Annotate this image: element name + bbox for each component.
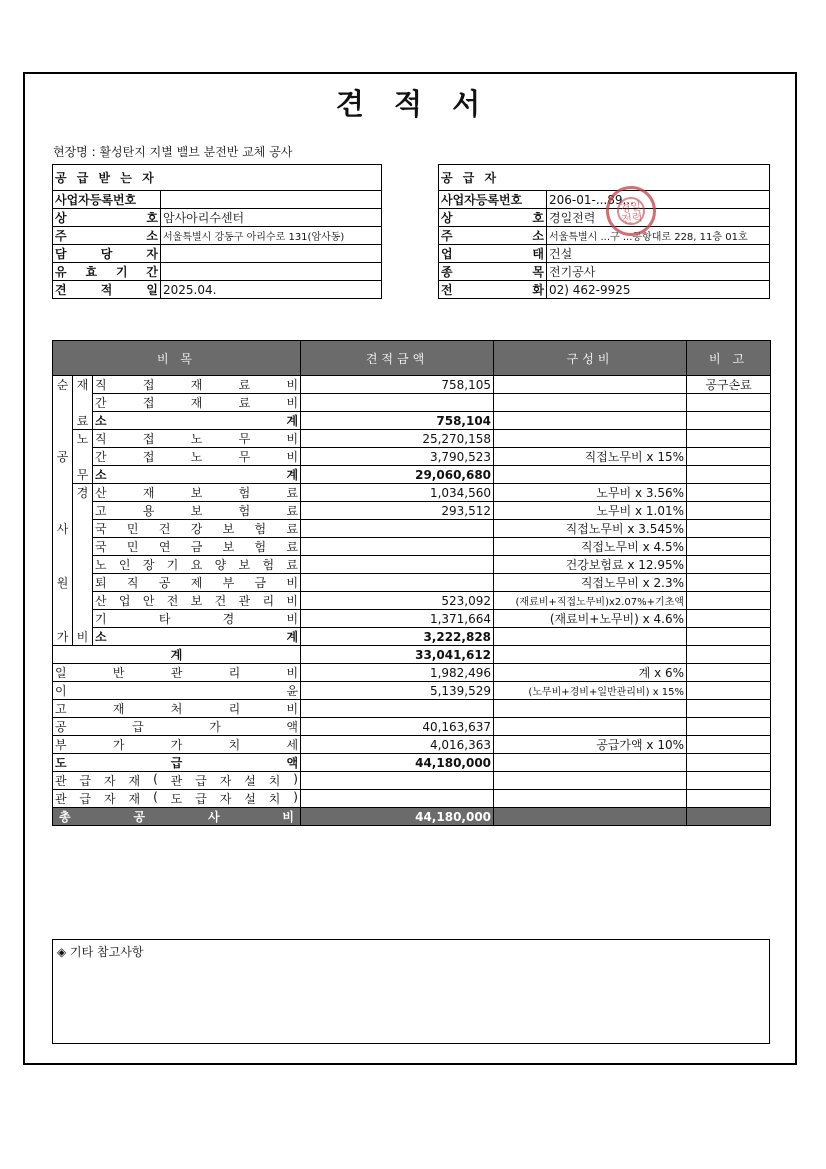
item-ratio: 노무비 x 1.01% [494, 502, 687, 520]
supplier-row [439, 281, 770, 299]
supplier-row [439, 245, 770, 263]
notes-label: ◈ 기타 참고사항 [57, 945, 144, 959]
document-title: 견 적 서 [335, 87, 491, 121]
item-amount: 758,105 [301, 376, 494, 394]
item-ratio: 계 x 6% [494, 664, 687, 682]
item-ratio [494, 754, 687, 772]
supplier-label: 상 호 [439, 209, 547, 227]
group-label: 순 [53, 376, 73, 394]
sum-label: 계 [53, 646, 301, 664]
item-note [687, 718, 771, 736]
item-note [687, 628, 771, 646]
receiver-value [161, 245, 382, 263]
supplier-row [439, 263, 770, 281]
receiver-value: 2025.04. [161, 281, 382, 299]
table-row [53, 520, 771, 538]
item-note [687, 736, 771, 754]
receiver-table [52, 164, 382, 299]
receiver-row [53, 245, 382, 263]
item-amount [301, 394, 494, 412]
subgroup-label [73, 502, 93, 520]
item-name: 소 계 [93, 412, 301, 430]
group-label [53, 394, 73, 412]
table-row [53, 502, 771, 520]
item-amount [301, 556, 494, 574]
item-amount [301, 700, 494, 718]
item-name: 고 용 보 험 료 [93, 502, 301, 520]
receiver-row [53, 263, 382, 281]
item-ratio [494, 790, 687, 808]
group-label [53, 538, 73, 556]
item-name: 소 계 [93, 466, 301, 484]
item-name: 부 가 가 치 세 [53, 736, 301, 754]
notes-box [52, 939, 770, 1044]
item-amount: 40,163,637 [301, 718, 494, 736]
item-ratio [494, 628, 687, 646]
item-amount: 523,092 [301, 592, 494, 610]
item-note [687, 466, 771, 484]
receiver-value [161, 263, 382, 281]
table-row [53, 736, 771, 754]
item-name: 산 재 보 험 료 [93, 484, 301, 502]
group-label: 공 [53, 448, 73, 466]
item-note [687, 754, 771, 772]
item-note [687, 664, 771, 682]
total-row [53, 808, 771, 826]
supplier-label: 업 태 [439, 245, 547, 263]
sum-amount: 33,041,612 [301, 646, 494, 664]
item-name: 기 타 경 비 [93, 610, 301, 628]
site-name: 현장명 : 활성탄지 지별 밸브 분전반 교체 공사 [53, 145, 293, 159]
item-name: 퇴 직 공 제 부 금 비 [93, 574, 301, 592]
table-row [53, 412, 771, 430]
table-row [53, 628, 771, 646]
receiver-label: 상 호 [53, 209, 161, 227]
item-note [687, 772, 771, 790]
item-ratio [494, 772, 687, 790]
item-note [687, 700, 771, 718]
item-ratio: 공급가액 x 10% [494, 736, 687, 754]
group-label [53, 412, 73, 430]
supplier-value: 02) 462-9925 [547, 281, 770, 299]
receiver-value [161, 191, 382, 209]
item-ratio [494, 394, 687, 412]
item-amount: 4,016,363 [301, 736, 494, 754]
subgroup-label [73, 520, 93, 538]
item-ratio [494, 466, 687, 484]
item-note [687, 430, 771, 448]
table-row [53, 538, 771, 556]
receiver-label: 주 소 [53, 227, 161, 245]
item-name: 관 급 자 재 ( 관 급 자 설 치 ) [53, 772, 301, 790]
group-label: 가 [53, 628, 73, 646]
table-row [53, 772, 771, 790]
table-row [53, 790, 771, 808]
item-amount: 3,222,828 [301, 628, 494, 646]
receiver-label: 견 적 일 [53, 281, 161, 299]
item-note [687, 412, 771, 430]
item-ratio [494, 376, 687, 394]
item-name: 직 접 노 무 비 [93, 430, 301, 448]
receiver-row [53, 227, 382, 245]
total-label: 총 공 사 비 [53, 808, 301, 826]
table-row [53, 718, 771, 736]
item-amount: 3,790,523 [301, 448, 494, 466]
table-row [53, 574, 771, 592]
item-ratio: 직접노무비 x 15% [494, 448, 687, 466]
sum-ratio [494, 646, 687, 664]
estimate-table [52, 340, 771, 826]
supplier-row [439, 191, 770, 209]
group-label: 사 [53, 520, 73, 538]
total-ratio [494, 808, 687, 826]
supplier-label: 종 목 [439, 263, 547, 281]
table-row [53, 754, 771, 772]
table-row [53, 394, 771, 412]
item-ratio: 건강보험료 x 12.95% [494, 556, 687, 574]
item-name: 국 민 연 금 보 험 료 [93, 538, 301, 556]
table-row [53, 592, 771, 610]
table-row [53, 466, 771, 484]
receiver-header: 공 급 받 는 자 [53, 165, 382, 191]
header-item: 비 목 [53, 341, 301, 376]
item-amount: 1,371,664 [301, 610, 494, 628]
item-amount: 25,270,158 [301, 430, 494, 448]
item-amount [301, 790, 494, 808]
item-note [687, 484, 771, 502]
item-name: 고 재 처 리 비 [53, 700, 301, 718]
table-row [53, 664, 771, 682]
header-note: 비 고 [687, 341, 771, 376]
subgroup-label: 료 [73, 412, 93, 430]
subgroup-label [73, 538, 93, 556]
supplier-label: 전 화 [439, 281, 547, 299]
receiver-row [53, 281, 382, 299]
item-name: 산 업 안 전 보 건 관 리 비 [93, 592, 301, 610]
supplier-row [439, 209, 770, 227]
item-amount [301, 574, 494, 592]
item-name: 일 반 관 리 비 [53, 664, 301, 682]
table-row [53, 700, 771, 718]
item-ratio [494, 430, 687, 448]
subgroup-label: 경 [73, 484, 93, 502]
item-name: 직 접 재 료 비 [93, 376, 301, 394]
receiver-value: 서울특별시 강동구 아리수로 131(암사동) [161, 227, 382, 245]
item-amount [301, 772, 494, 790]
item-ratio [494, 412, 687, 430]
item-note [687, 448, 771, 466]
item-name: 간 접 노 무 비 [93, 448, 301, 466]
subgroup-label [73, 556, 93, 574]
item-note [687, 556, 771, 574]
item-name: 노 인 장 기 요 양 보 험 료 [93, 556, 301, 574]
item-ratio: (노무비+경비+일반관리비) x 15% [494, 682, 687, 700]
total-amount: 44,180,000 [301, 808, 494, 826]
item-name: 국 민 건 강 보 험 료 [93, 520, 301, 538]
subgroup-label: 재 [73, 376, 93, 394]
item-amount: 44,180,000 [301, 754, 494, 772]
item-name: 소 계 [93, 628, 301, 646]
subgroup-label [73, 592, 93, 610]
group-label: 원 [53, 574, 73, 592]
table-row [53, 556, 771, 574]
table-row [53, 610, 771, 628]
group-label [53, 430, 73, 448]
supplier-label: 주 소 [439, 227, 547, 245]
receiver-value: 암사아리수센터 [161, 209, 382, 227]
supplier-value: 206-01-...89... [547, 191, 770, 209]
total-note [687, 808, 771, 826]
group-label [53, 502, 73, 520]
table-row [53, 430, 771, 448]
subgroup-label: 비 [73, 628, 93, 646]
item-name: 간 접 재 료 비 [93, 394, 301, 412]
supplier-value: 서울특별시 ...구 ...공항대로 228, 11층 01호 [547, 227, 770, 245]
item-note [687, 538, 771, 556]
receiver-label: 유 효 기 간 [53, 263, 161, 281]
company-seal-stamp: 경일 전력 [603, 183, 659, 239]
item-name: 이 윤 [53, 682, 301, 700]
table-row [53, 484, 771, 502]
item-note [687, 610, 771, 628]
supplier-value: 건설 [547, 245, 770, 263]
item-amount: 1,982,496 [301, 664, 494, 682]
table-row [53, 376, 771, 394]
group-label [53, 466, 73, 484]
item-note [687, 682, 771, 700]
item-ratio: 노무비 x 3.56% [494, 484, 687, 502]
item-ratio: (재료비+노무비) x 4.6% [494, 610, 687, 628]
receiver-row [53, 191, 382, 209]
item-ratio: 직접노무비 x 4.5% [494, 538, 687, 556]
header-ratio: 구성비 [494, 341, 687, 376]
supplier-header: 공 급 자 [439, 165, 770, 191]
group-label [53, 592, 73, 610]
item-note: 공구손료 [687, 376, 771, 394]
supplier-table [438, 164, 770, 299]
subgroup-label [73, 574, 93, 592]
receiver-row [53, 209, 382, 227]
subgroup-label: 무 [73, 466, 93, 484]
subgroup-label [73, 394, 93, 412]
item-name: 도 급 액 [53, 754, 301, 772]
item-amount: 29,060,680 [301, 466, 494, 484]
item-note [687, 790, 771, 808]
item-note [687, 394, 771, 412]
subgroup-label [73, 448, 93, 466]
header-amount: 견적금액 [301, 341, 494, 376]
sum-note [687, 646, 771, 664]
table-row [53, 448, 771, 466]
item-note [687, 592, 771, 610]
receiver-label: 담 당 자 [53, 245, 161, 263]
receiver-label: 사업자등록번호 [53, 191, 161, 209]
item-ratio: 직접노무비 x 3.545% [494, 520, 687, 538]
item-note [687, 574, 771, 592]
item-amount: 1,034,560 [301, 484, 494, 502]
supplier-value: 경일전력 [547, 209, 770, 227]
table-row [53, 682, 771, 700]
sum-row [53, 646, 771, 664]
item-ratio [494, 718, 687, 736]
item-amount: 5,139,529 [301, 682, 494, 700]
item-amount [301, 520, 494, 538]
item-ratio [494, 700, 687, 718]
supplier-value: 전기공사 [547, 263, 770, 281]
supplier-label: 사업자등록번호 [439, 191, 547, 209]
item-note [687, 502, 771, 520]
item-note [687, 520, 771, 538]
group-label [53, 610, 73, 628]
item-ratio: 직접노무비 x 2.3% [494, 574, 687, 592]
item-amount: 758,104 [301, 412, 494, 430]
item-amount [301, 538, 494, 556]
item-amount: 293,512 [301, 502, 494, 520]
subgroup-label [73, 610, 93, 628]
supplier-row [439, 227, 770, 245]
item-name: 관 급 자 재 ( 도 급 자 설 치 ) [53, 790, 301, 808]
item-ratio: (재료비+직접노무비)x2.07%+기초액 [494, 592, 687, 610]
subgroup-label: 노 [73, 430, 93, 448]
group-label [53, 556, 73, 574]
item-name: 공 급 가 액 [53, 718, 301, 736]
group-label [53, 484, 73, 502]
